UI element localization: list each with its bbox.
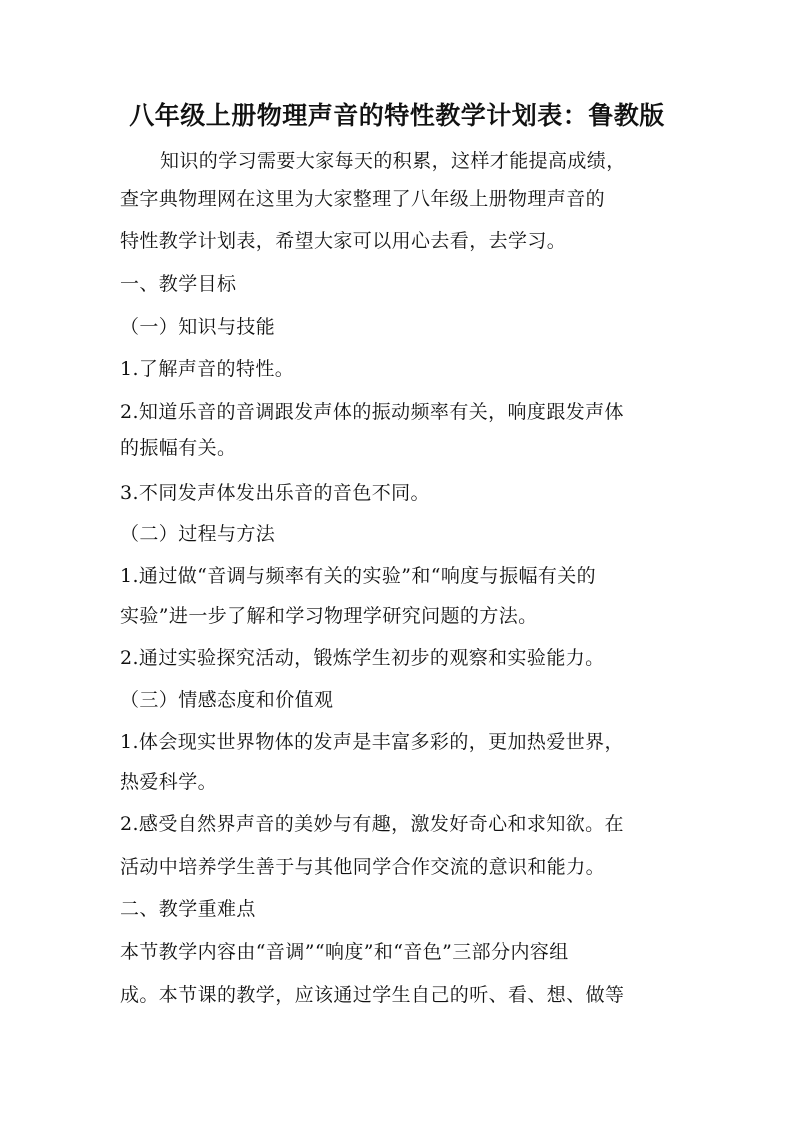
body-paragraph-line: 本节教学内容由“音调”“响度”和“音色”三部分内容组 bbox=[120, 941, 569, 963]
intro-line-1: 知识的学习需要大家每天的积累，这样才能提高成绩， bbox=[160, 150, 626, 172]
intro-line-3: 特性教学计划表，希望大家可以用心去看，去学习。 bbox=[120, 230, 567, 252]
section-heading-objectives: 一、教学目标 bbox=[120, 273, 237, 295]
body-paragraph-line: 成。本节课的教学，应该通过学生自己的听、看、想、做等 bbox=[120, 984, 625, 1006]
list-item-continuation: 热爱科学。 bbox=[120, 771, 218, 793]
document-title: 八年级上册物理声音的特性教学计划表：鲁教版 bbox=[129, 101, 665, 130]
subheading-process-methods: （二）过程与方法 bbox=[120, 523, 276, 545]
list-item-continuation: 的振幅有关。 bbox=[120, 437, 237, 459]
list-item: 3.不同发声体发出乐音的音色不同。 bbox=[120, 482, 430, 504]
list-item-continuation: 活动中培养学生善于与其他同学合作交流的意识和能力。 bbox=[120, 856, 606, 878]
subheading-knowledge-skills: （一）知识与技能 bbox=[120, 316, 276, 338]
list-item: 1.体会现实世界物体的发声是丰富多彩的，更加热爱世界， bbox=[120, 731, 624, 753]
section-heading-key-points: 二、教学重难点 bbox=[120, 898, 256, 920]
intro-line-2: 查字典物理网在这里为大家整理了八年级上册物理声音的 bbox=[120, 188, 606, 210]
list-item: 2.知道乐音的音调跟发声体的振动频率有关，响度跟发声体 bbox=[120, 401, 624, 423]
list-item-continuation: 实验”进一步了解和学习物理学研究问题的方法。 bbox=[120, 605, 538, 627]
list-item: 1.通过做“音调与频率有关的实验”和“响度与振幅有关的 bbox=[120, 565, 597, 587]
list-item: 1.了解声音的特性。 bbox=[120, 358, 295, 380]
subheading-attitudes-values: （三）情感态度和价值观 bbox=[120, 689, 334, 711]
list-item: 2.通过实验探究活动，锻炼学生初步的观察和实验能力。 bbox=[120, 647, 605, 669]
list-item: 2.感受自然界声音的美妙与有趣，激发好奇心和求知欲。在 bbox=[120, 813, 624, 835]
